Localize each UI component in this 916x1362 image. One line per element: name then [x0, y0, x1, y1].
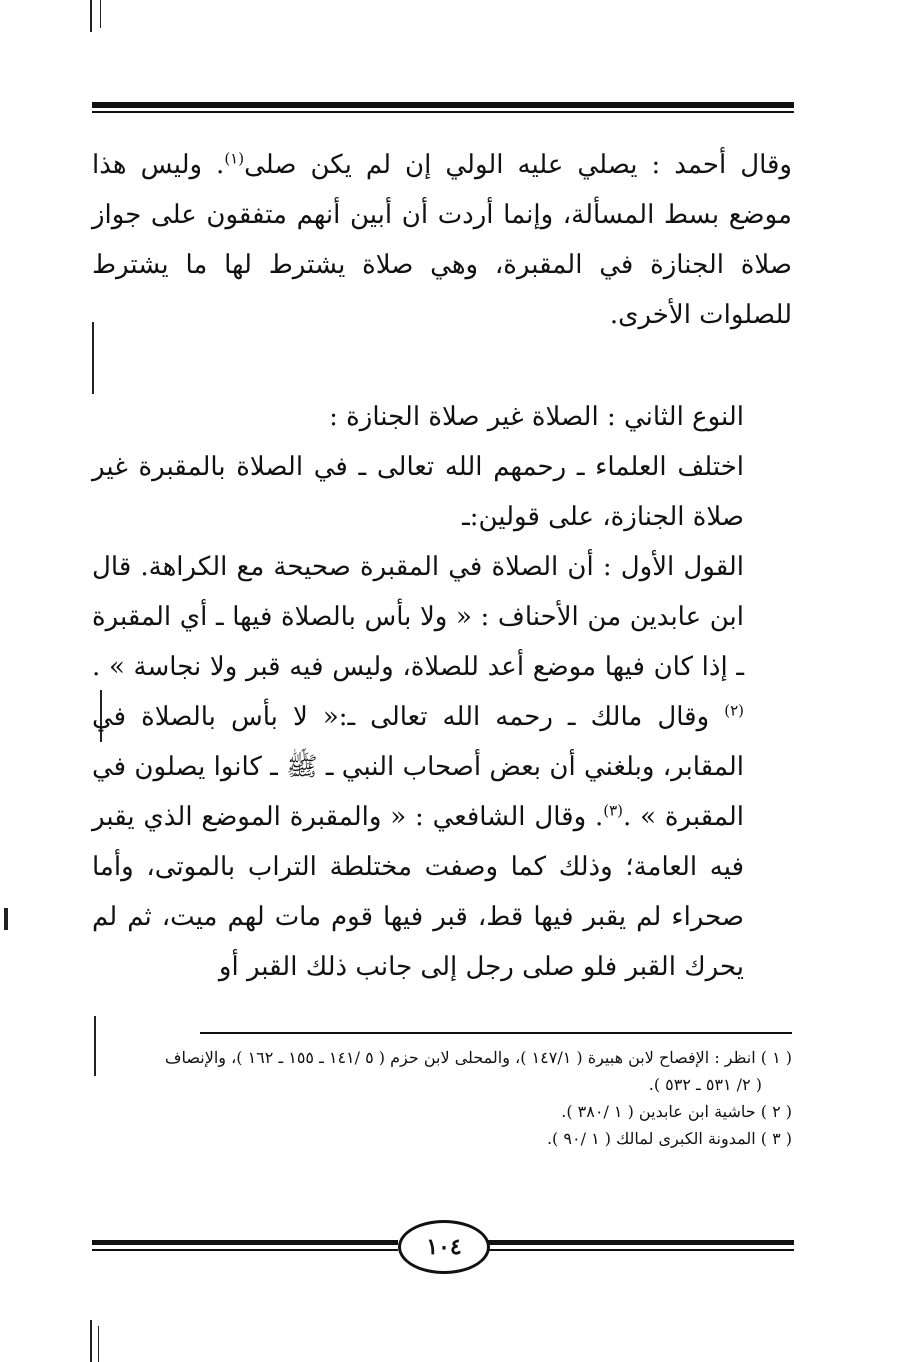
paragraph-1: وقال أحمد : يصلي عليه الولي إن لم يكن صلى$^{(١)}$. وليس هذا موضع بسط المسألة، وإنما أردت أن أبين أنهم متفقون على جواز صلاة الجنازة في المقبرة، وهي صلاة يشترط لها ما يشترط للصلوات الأخرى. — [92, 149, 792, 330]
scan-edge-line — [100, 0, 101, 28]
footer-rule-left — [92, 1240, 398, 1245]
scan-edge-line — [98, 1326, 99, 1362]
section-heading: النوع الثاني : الصلاة غير صلاة الجنازة : — [329, 402, 744, 432]
footnote-1: ( ١ ) انظر : الإفصاح لابن هبيرة ( ١٤٧/١ )، والمحلى لابن حزم ( ٥ /١٤١ ـ ١٥٥ ـ ١٦٢ )، والإنصاف — [164, 1048, 792, 1067]
footnote-ref-3: (٣) — [603, 801, 624, 820]
header-rule — [92, 102, 794, 113]
scan-edge-mark — [4, 908, 8, 930]
footnote-separator — [200, 1032, 792, 1034]
scan-edge-line — [90, 1320, 92, 1362]
paragraph-2: اختلف العلماء ـ رحمهم الله تعالى ـ في الصلاة بالمقبرة غير صلاة الجنازة، على قولين:ـ — [92, 452, 744, 532]
footnote-2: ( ٢ ) حاشية ابن عابدين ( ١ /٣٨٠ ). — [561, 1102, 792, 1121]
footer-rule-right — [484, 1240, 794, 1245]
footnote-1-continuation: ( ٢/ ٥٣١ ـ ٥٣٢ ). — [648, 1075, 762, 1094]
paragraph-3: القول الأول : أن الصلاة في المقبرة صحيحة مع الكراهة. قال ابن عابدين من الأحناف : « ولا بأس بالصلاة فيها ـ أي المقبرة ـ إذا كان فيها موضع أعد للصلاة، وليس فيه قبر ولا نجاسة » .$^{(٢)}$ وقال مالك ـ رحمه الله تعالى ـ:« لا بأس بالصلاة في المقابر، وبلغني أن بعض أصحاب النبي ـ ﷺ ـ كانوا يصلون في المقبرة » .$^{(٣)}$. وقال الشافعي : « والمقبرة الموضع الذي يقبر فيه العامة؛ وذلك كما وصفت مختلطة التراب بالموتى، وأما صحراء لم يقبر فيها قط، قبر فيها قوم مات لهم ميت، ثم لم يحرك القبر فلو صلى رجل إلى جانب ذلك القبر أو — [92, 552, 744, 982]
footnote-ref-2: (٢) — [724, 701, 744, 720]
page-number — [398, 1220, 490, 1274]
footnote-3: ( ٣ ) المدونة الكبرى لمالك ( ١ /٩٠ ). — [546, 1129, 792, 1148]
footnotes — [92, 1044, 792, 1152]
page-number-text: ١٠٤ — [426, 1234, 462, 1260]
scan-edge-line — [90, 0, 92, 32]
footer-rule-left-thin — [92, 1249, 398, 1251]
body-text — [92, 140, 792, 992]
footnote-ref-1: (١) — [224, 149, 245, 168]
footer-rule-right-thin — [484, 1249, 794, 1251]
